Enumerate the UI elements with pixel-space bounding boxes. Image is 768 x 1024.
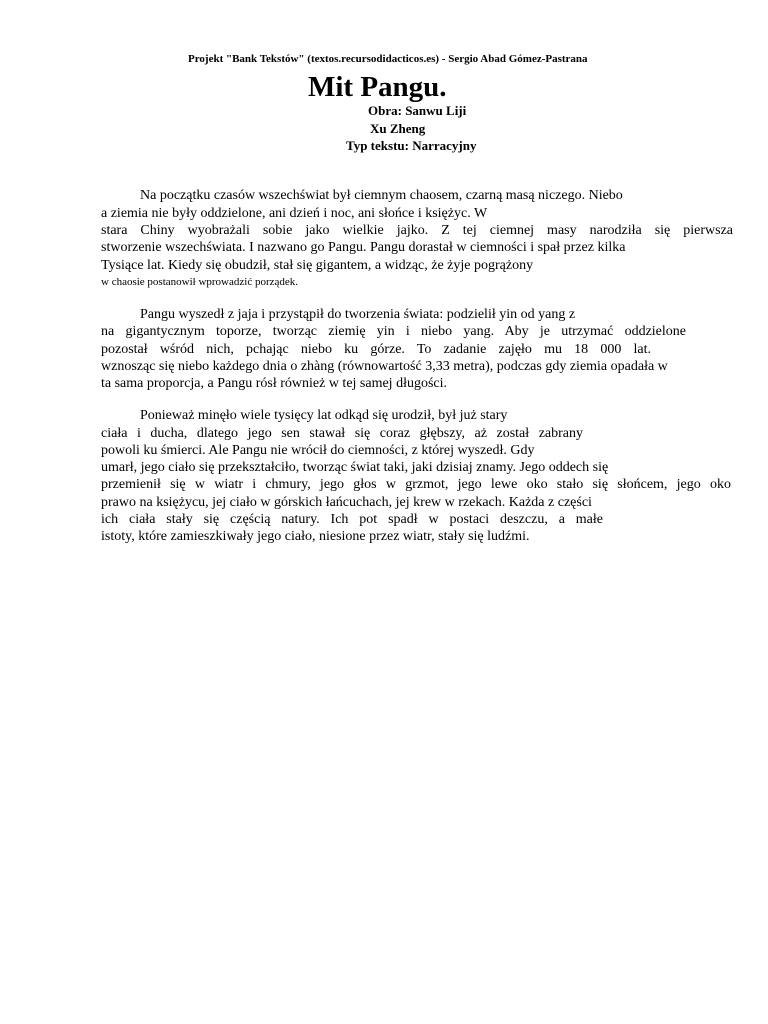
author-line: Xu Zheng (370, 121, 426, 136)
text-line: w chaosie postanowił wprowadzić porządek. (101, 276, 299, 288)
text-line: powoli ku śmierci. Ale Pangu nie wrócił do ciemności, z której wyszedł. Gdy (101, 443, 535, 458)
text-line: ich ciała stały się częścią natury. Ich pot spadł w postaci deszczu, a małe (101, 512, 603, 527)
text-line: na gigantycznym toporze, tworząc ziemię yin i niebo yang. Aby je utrzymać oddzielone (101, 324, 686, 339)
text-line: ta sama proporcja, a Pangu rósł również w tej samej długości. (101, 376, 448, 391)
text-line: umarł, jego ciało się przekształciło, tworząc świat taki, jaki dzisiaj znamy. Jego oddech się (101, 460, 609, 475)
text-line: pozostał wśród nich, pchając niebo ku górze. To zadanie zajęło mu 18 000 lat. (101, 342, 651, 357)
text-line: prawo na księżycu, jej ciało w górskich łańcuchach, jej krew w rzekach. Każda z części (101, 495, 592, 510)
text-type-line: Typ tekstu: Narracyjny (346, 138, 477, 153)
text-line: Pangu wyszedł z jaja i przystąpił do tworzenia świata: podzielił yin od yang z (140, 307, 576, 322)
text-line: przemienił się w wiatr i chmury, jego głos w grzmot, jego lewe oko stało się słońcem, jego oko (101, 477, 731, 492)
text-line: ciała i ducha, dlatego jego sen stawał się coraz głębszy, aż został zabrany (101, 426, 583, 441)
work-line: Obra: Sanwu Liji (368, 103, 467, 118)
text-line: istoty, które zamieszkiwały jego ciało, niesione przez wiatr, stały się ludźmi. (101, 529, 530, 544)
text-line: wznosząc się niebo każdego dnia o zhàng (równowartość 3,33 metra), podczas gdy ziemia opadała w (101, 359, 668, 374)
document-header: Projekt "Bank Tekstów" (textos.recursodidacticos.es) - Sergio Abad Gómez-Pastrana (188, 53, 588, 65)
text-line: stara Chiny wyobrażali sobie jako wielkie jajko. Z tej ciemnej masy narodziła się pierwsza (101, 223, 733, 238)
text-line: Ponieważ minęło wiele tysięcy lat odkąd się urodził, był już stary (140, 408, 508, 423)
text-line: a ziemia nie były oddzielone, ani dzień i noc, ani słońce i księżyc. W (101, 206, 488, 221)
document-title: Mit Pangu. (308, 71, 447, 103)
text-line: stworzenie wszechświata. I nazwano go Pangu. Pangu dorastał w ciemności i spał przez kilka (101, 240, 626, 255)
text-line: Na początku czasów wszechświat był ciemnym chaosem, czarną masą niczego. Niebo (140, 188, 623, 203)
text-line: Tysiące lat. Kiedy się obudził, stał się gigantem, a widząc, że żyje pogrążony (101, 258, 534, 273)
